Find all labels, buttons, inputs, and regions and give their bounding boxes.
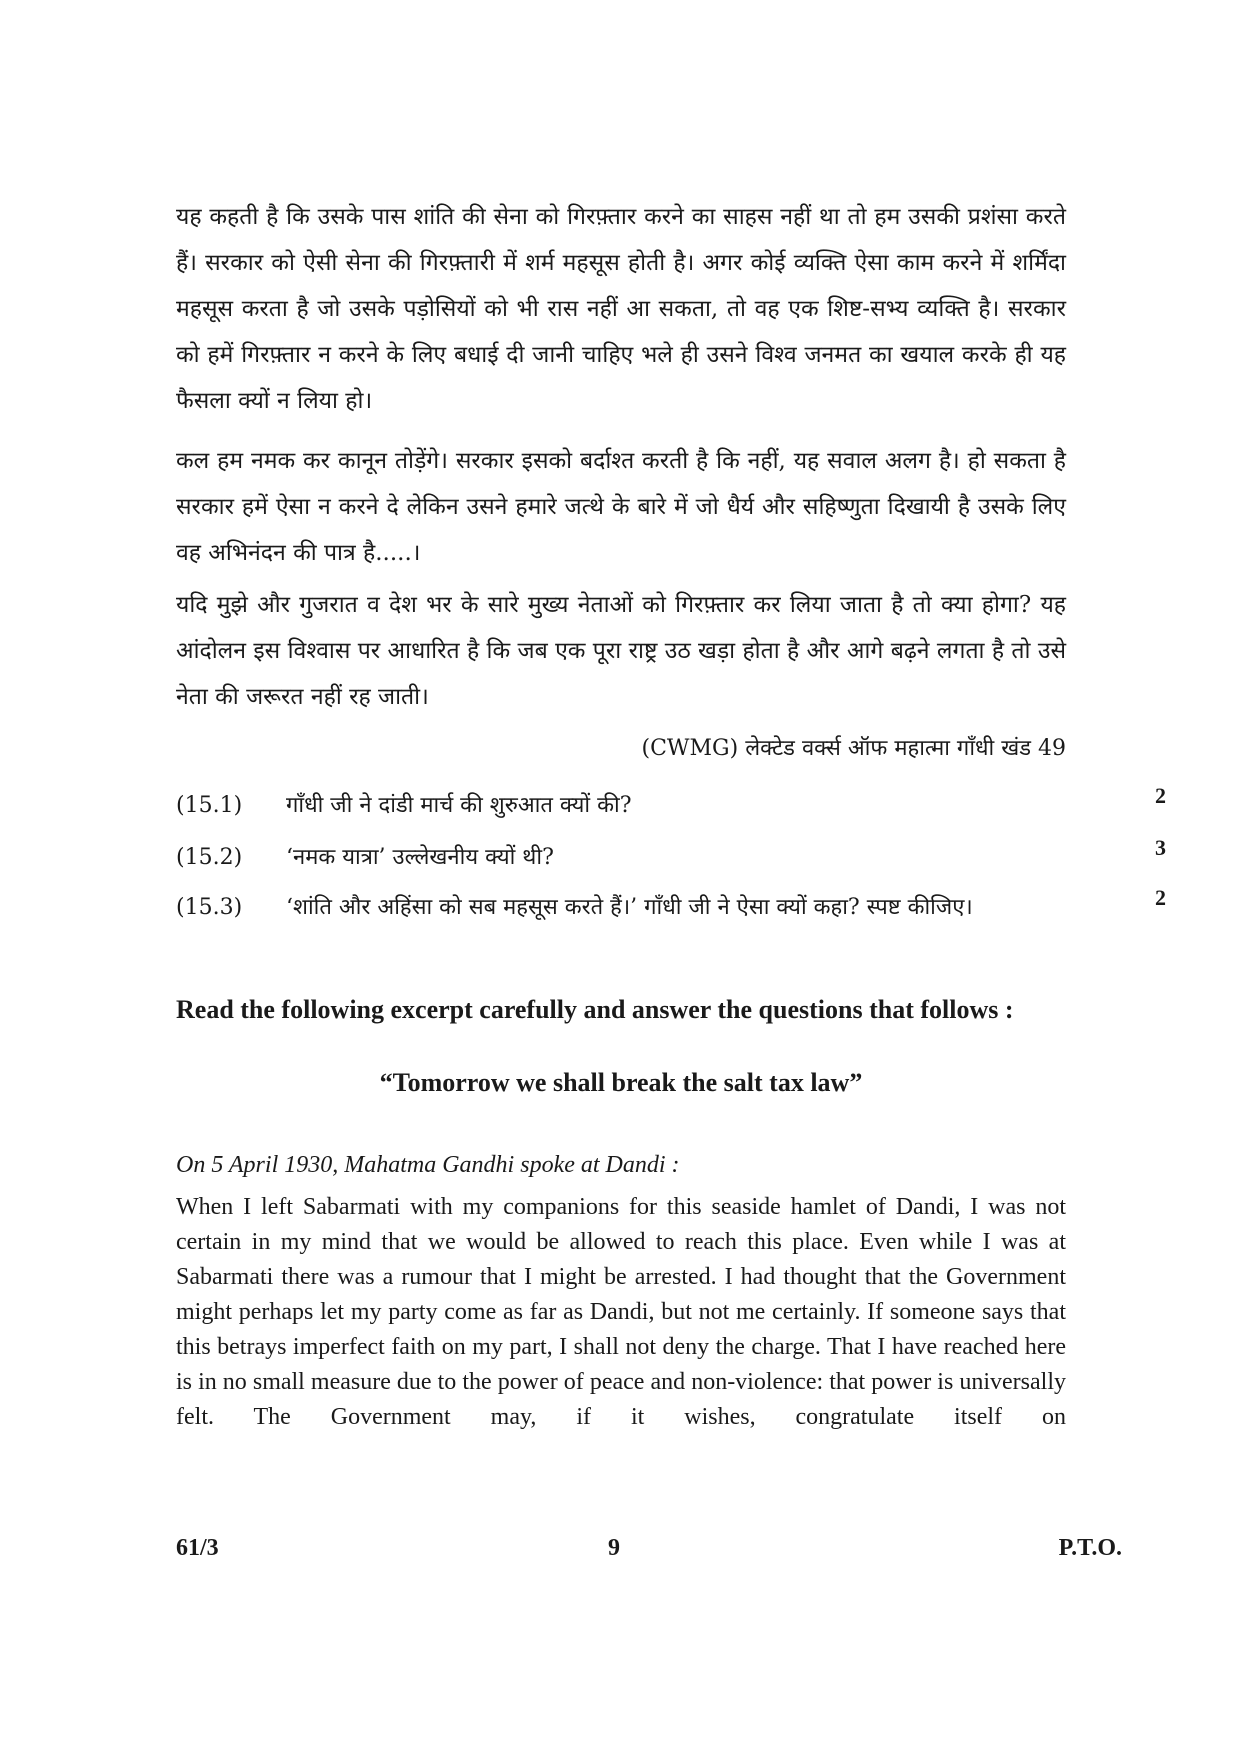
paper-code: 61/3 — [176, 1535, 219, 1561]
page-number: 9 — [608, 1535, 620, 1561]
question-marks: 2 — [1155, 885, 1166, 910]
excerpt-body: When I left Sabarmati with my companions for this seaside hamlet of Dandi, I was not certain in my mind that we would be allowed to reach this place. Even while I was at Sabarmati there was a rumour that I might be arrested. I had thought that the Government might perhaps let my party come as far as Dandi, but not me certainly. If someone says that this betrays imperfect faith on my part, I shall not deny the charge. That I have reached here is in no small measure due to the power of peace and non-violence: that power is universally felt. The Government may, if it wishes, congratulate itself on — [176, 1194, 1066, 1430]
question-text: ‘नमक यात्रा’ उल्लेखनीय क्यों थी? — [286, 845, 554, 870]
question-number: (15.2) — [176, 845, 243, 870]
page-footer — [0, 1535, 1240, 1575]
instruction-heading: Read the following excerpt carefully and answer the questions that follows : — [176, 995, 1014, 1024]
question-number: (15.1) — [176, 793, 243, 818]
question-marks: 2 — [1155, 783, 1166, 808]
hindi-paragraph-1: यह कहती है कि उसके पास शांति की सेना को गिरफ़्तार करने का साहस नहीं था तो हम उसकी प्रशंसा करते हैं। सरकार को ऐसी सेना की गिरफ़्तारी में शर्म महसूस होती है। अगर कोई व्यक्ति ऐसा काम करने में शर्मिंदा महसूस करता है जो उसके पड़ोसियों को भी रास नहीं आ सकता, तो वह एक शिष्ट-सभ्य व्यक्ति है। सरकार को हमें गिरफ़्तार न करने के लिए बधाई दी जानी चाहिए भले ही उसने विश्व जनमत का खयाल करके ही यह फैसला क्यों न लिया हो। — [176, 204, 1066, 414]
source-citation: (CWMG) लेक्टेड वर्क्स ऑफ महात्मा गाँधी खंड 49 — [641, 736, 1066, 761]
question-text: गाँधी जी ने दांडी मार्च की शुरुआत क्यों की? — [286, 793, 632, 818]
excerpt-title: “Tomorrow we shall break the salt tax law” — [379, 1068, 863, 1097]
hindi-paragraph-3: यदि मुझे और गुजरात व देश भर के सारे मुख्य नेताओं को गिरफ़्तार कर लिया जाता है तो क्या होगा? यह आंदोलन इस विश्वास पर आधारित है कि जब एक पूरा राष्ट्र उठ खड़ा होता है और आगे बढ़ने लगता है तो उसे नेता की जरूरत नहीं रह जाती। — [176, 592, 1066, 710]
pto-label: P.T.O. — [1058, 1535, 1122, 1561]
excerpt-intro: On 5 April 1930, Mahatma Gandhi spoke at Dandi : — [176, 1152, 680, 1178]
question-number: (15.3) — [176, 895, 243, 920]
question-marks: 3 — [1155, 835, 1166, 860]
question-text: ‘शांति और अहिंसा को सब महसूस करते हैं।’ गाँधी जी ने ऐसा क्यों कहा? स्पष्ट कीजिए। — [286, 895, 973, 920]
hindi-paragraph-2: कल हम नमक कर कानून तोड़ेंगे। सरकार इसको बर्दाश्त करती है कि नहीं, यह सवाल अलग है। हो सकता है सरकार हमें ऐसा न करने दे लेकिन उसने हमारे जत्थे के बारे में जो धैर्य और सहिष्णुता दिखायी है उसके लिए वह अभिनंदन की पात्र है.....। — [176, 448, 1066, 566]
